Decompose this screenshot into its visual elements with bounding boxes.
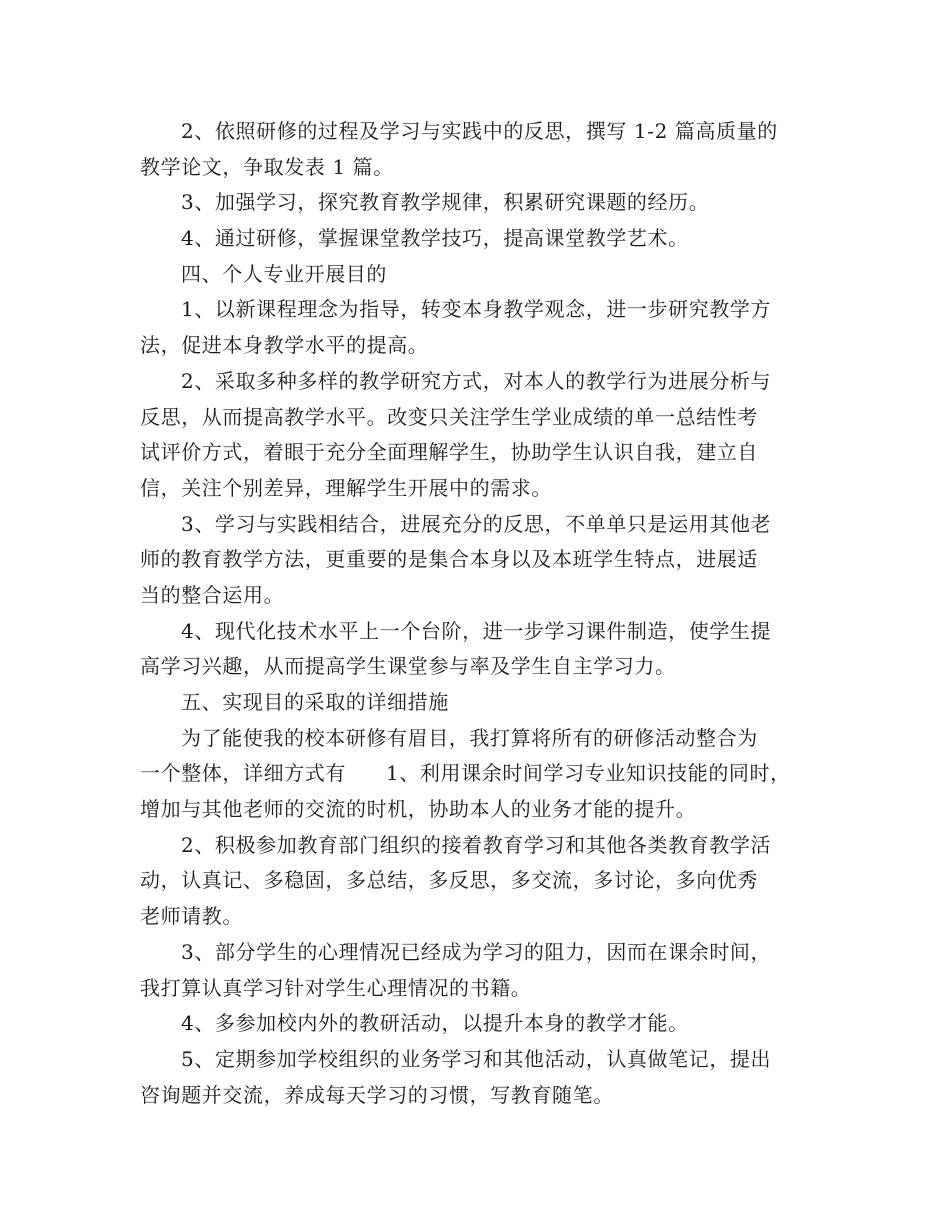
text-line-content: 五、实现目的采取的详细措施: [181, 690, 449, 714]
text-line-content: 增加与其他老师的交流的时机，协助本人的业务才能的提升。: [140, 797, 697, 822]
text-line: [140, 542, 820, 578]
text-line-content: 2、积极参加教育部门组织的接着教育学习和其他各类教育教学活: [181, 832, 772, 857]
text-line: [140, 507, 820, 543]
text-line-content: 反思，从而提高教学水平。改变只关注学生学业成绩的单一总结性考: [140, 404, 758, 429]
text-line: [140, 1078, 820, 1114]
text-line-content: 法，促进本身教学水平的提高。: [140, 333, 429, 358]
text-line-content: 1、以新课程理念为指导，转变本身教学观念，进一步研究教学方: [181, 297, 772, 322]
text-line: [140, 328, 820, 364]
text-line: [140, 971, 820, 1007]
text-line: [140, 792, 820, 828]
text-line: [140, 685, 820, 721]
text-line-content: 4、多参加校内外的教研活动，以提升本身的教学才能。: [181, 1011, 689, 1036]
text-line-content: 动，认真记、多稳固，多总结，多反思，多交流，多讨论，多向优秀: [140, 868, 758, 893]
text-line-content: 2、采取多种多样的教学研究方式，对本人的教学行为进展分析与: [181, 368, 772, 393]
text-line: [140, 863, 820, 899]
text-line: [140, 435, 820, 471]
text-line-content: 当的整合运用。: [140, 582, 285, 607]
text-line-content: 1、利用课余时间学习专业知识技能的同时，: [386, 761, 791, 786]
text-line-content: 5、定期参加学校组织的业务学习和其他活动，认真做笔记，提出: [181, 1046, 772, 1071]
text-line: [140, 221, 820, 257]
text-line-content: 信，关注个别差异，理解学生开展中的需求。: [140, 475, 552, 500]
text-line: [140, 292, 820, 328]
text-line-content: 师的教育教学方法，更重要的是集合本身以及本班学生特点，进展适: [140, 547, 758, 572]
text-line-content: 四、个人专业开展目的: [181, 261, 387, 286]
text-line: [140, 614, 820, 650]
text-line: [140, 114, 820, 150]
text-line: [140, 756, 820, 792]
text-line: [140, 935, 820, 971]
text-line: [140, 150, 820, 186]
text-line: [140, 400, 820, 436]
text-line-content: 咨询题并交流，养成每天学习的习惯，写教育随笔。: [140, 1082, 614, 1107]
text-line-content: 教学论文，争取发表 1 篇。: [140, 154, 394, 179]
text-line-content: 老师请教。: [140, 904, 243, 929]
text-line: [140, 721, 820, 757]
text-line-content: 我打算认真学习针对学生心理情况的书籍。: [140, 975, 532, 1000]
text-line: [140, 828, 820, 864]
text-line-content: 高学习兴趣，从而提高学生课堂参与率及学生自主学习力。: [140, 654, 676, 679]
text-line: [140, 899, 820, 935]
text-line: [140, 649, 820, 685]
text-line-content: 3、加强学习，探究教育教学规律，积累研究课题的经历。: [181, 190, 710, 215]
text-line-content: 为了能使我的校本研修有眉目，我打算将所有的研修活动整合为: [181, 725, 758, 750]
text-line: [140, 364, 820, 400]
text-line-content: 试评价方式，着眼于充分全面理解学生，协助学生认识自我，建立自: [140, 440, 758, 465]
text-line-content: 4、现代化技术水平上一个台阶，进一步学习课件制造，使学生提: [181, 618, 772, 643]
text-line: [140, 185, 820, 221]
text-line: [140, 1042, 820, 1078]
text-line-content: 一个整体，详细方式有: [140, 761, 346, 786]
text-line: [140, 578, 820, 614]
text-line: [140, 471, 820, 507]
text-line-content: 4、通过研修，掌握课堂教学技巧，提高课堂教学艺术。: [181, 226, 689, 251]
text-line: [140, 1006, 820, 1042]
text-line-content: 3、部分学生的心理情况已经成为学习的阻力，因而在课余时间，: [181, 939, 772, 964]
text-line-content: 2、依照研修的过程及学习与实践中的反思，撰写 1-2 篇高质量的: [181, 119, 778, 143]
document-body: [140, 114, 820, 1113]
text-line: [140, 257, 820, 293]
text-line-content: 3、学习与实践相结合，进展充分的反思，不单单只是运用其他老: [181, 511, 772, 536]
